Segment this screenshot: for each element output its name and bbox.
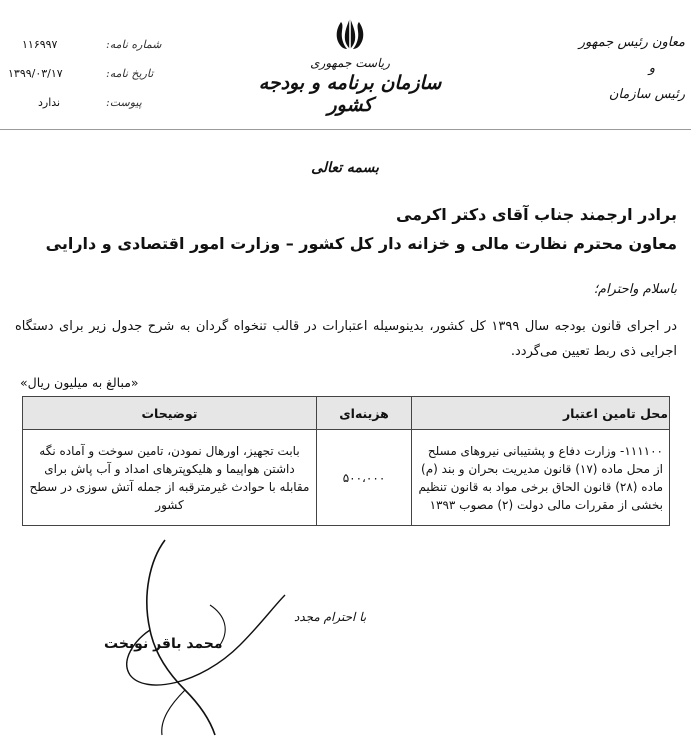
allocation-table (22, 396, 670, 526)
cell-description: بابت تجهیز، اورهال نمودن، تامین سوخت و آماده نگه داشتن هواپیما و هلیکوپترهای امداد و آب پاش برای مقابله با حوادث غیرمترقبه از جمله آتش سوزی در سطح کشور (23, 430, 317, 526)
letter-date-label: تاریخ نامه: (106, 67, 154, 80)
table-header-row (23, 397, 670, 430)
closing-phrase: با احترام مجدد (294, 610, 367, 624)
sender-title-line2: و (648, 61, 655, 76)
cell-source: ۱۱۱۱۰۰- وزارت دفاع و پشتیبانی نیروهای مسلح از محل ماده (۱۷) قانون مدیریت بحران و بند (م) ماده (۲۸) قانون الحاق برخی مواد به قانون تنظیم بخشی از مقررات مالی دولت (۲) مصوب ۱۳۹۳ (412, 430, 670, 526)
letter-date-value: ۱۳۹۹/۰۳/۱۷ (8, 67, 63, 80)
unit-note: «مبالغ به میلیون ریال» (20, 375, 139, 390)
letter-number-label: شماره نامه: (106, 38, 162, 51)
addressee-line2: معاون محترم نظارت مالی و خزانه دار کل کشور – وزارت امور اقتصادی و دارایی (45, 234, 677, 253)
salutation: باسلام واحترام؛ (593, 282, 677, 297)
sender-title-line1: معاون رئیس جمهور (578, 35, 685, 50)
column-header-source: محل تامین اعتبار (412, 397, 670, 430)
letter-date-row (0, 67, 240, 89)
signer-name: محمد باقر نوبخت (104, 636, 223, 652)
header-divider (0, 129, 691, 130)
organization-name: سازمان برنامه و بودجه کشور (258, 72, 442, 116)
presidency-label: ریاست جمهوری (310, 56, 390, 70)
sender-title-line3: رئیس سازمان (608, 87, 685, 102)
letter-body: در اجرای قانون بودجه سال ۱۳۹۹ کل کشور، بدینوسیله اعتبارات در قالب تنخواه گردان به شرح جدول زیر برای دستگاه اجرایی ذی ربط تعیین می‌گردد. (15, 319, 677, 359)
table-row (23, 430, 670, 526)
letterhead (250, 14, 450, 116)
attachment-label: پیوست: (106, 96, 142, 109)
attachment-row (0, 96, 240, 118)
letter-number-value: ۱۱۶۹۹۷ (22, 38, 58, 51)
attachment-value: ندارد (38, 96, 61, 109)
column-header-amount: هزینه‌ای (317, 397, 412, 430)
sender-title (565, 30, 685, 108)
bismillah: بسمه تعالی (311, 160, 379, 176)
letter-number-row (0, 38, 240, 60)
column-header-description: توضیحات (23, 397, 317, 430)
addressee-line1: برادر ارجمند جناب آقای دکتر اکرمی (395, 205, 677, 224)
iran-emblem-icon (330, 14, 370, 54)
cell-amount: ۵۰۰،۰۰۰ (317, 430, 412, 526)
